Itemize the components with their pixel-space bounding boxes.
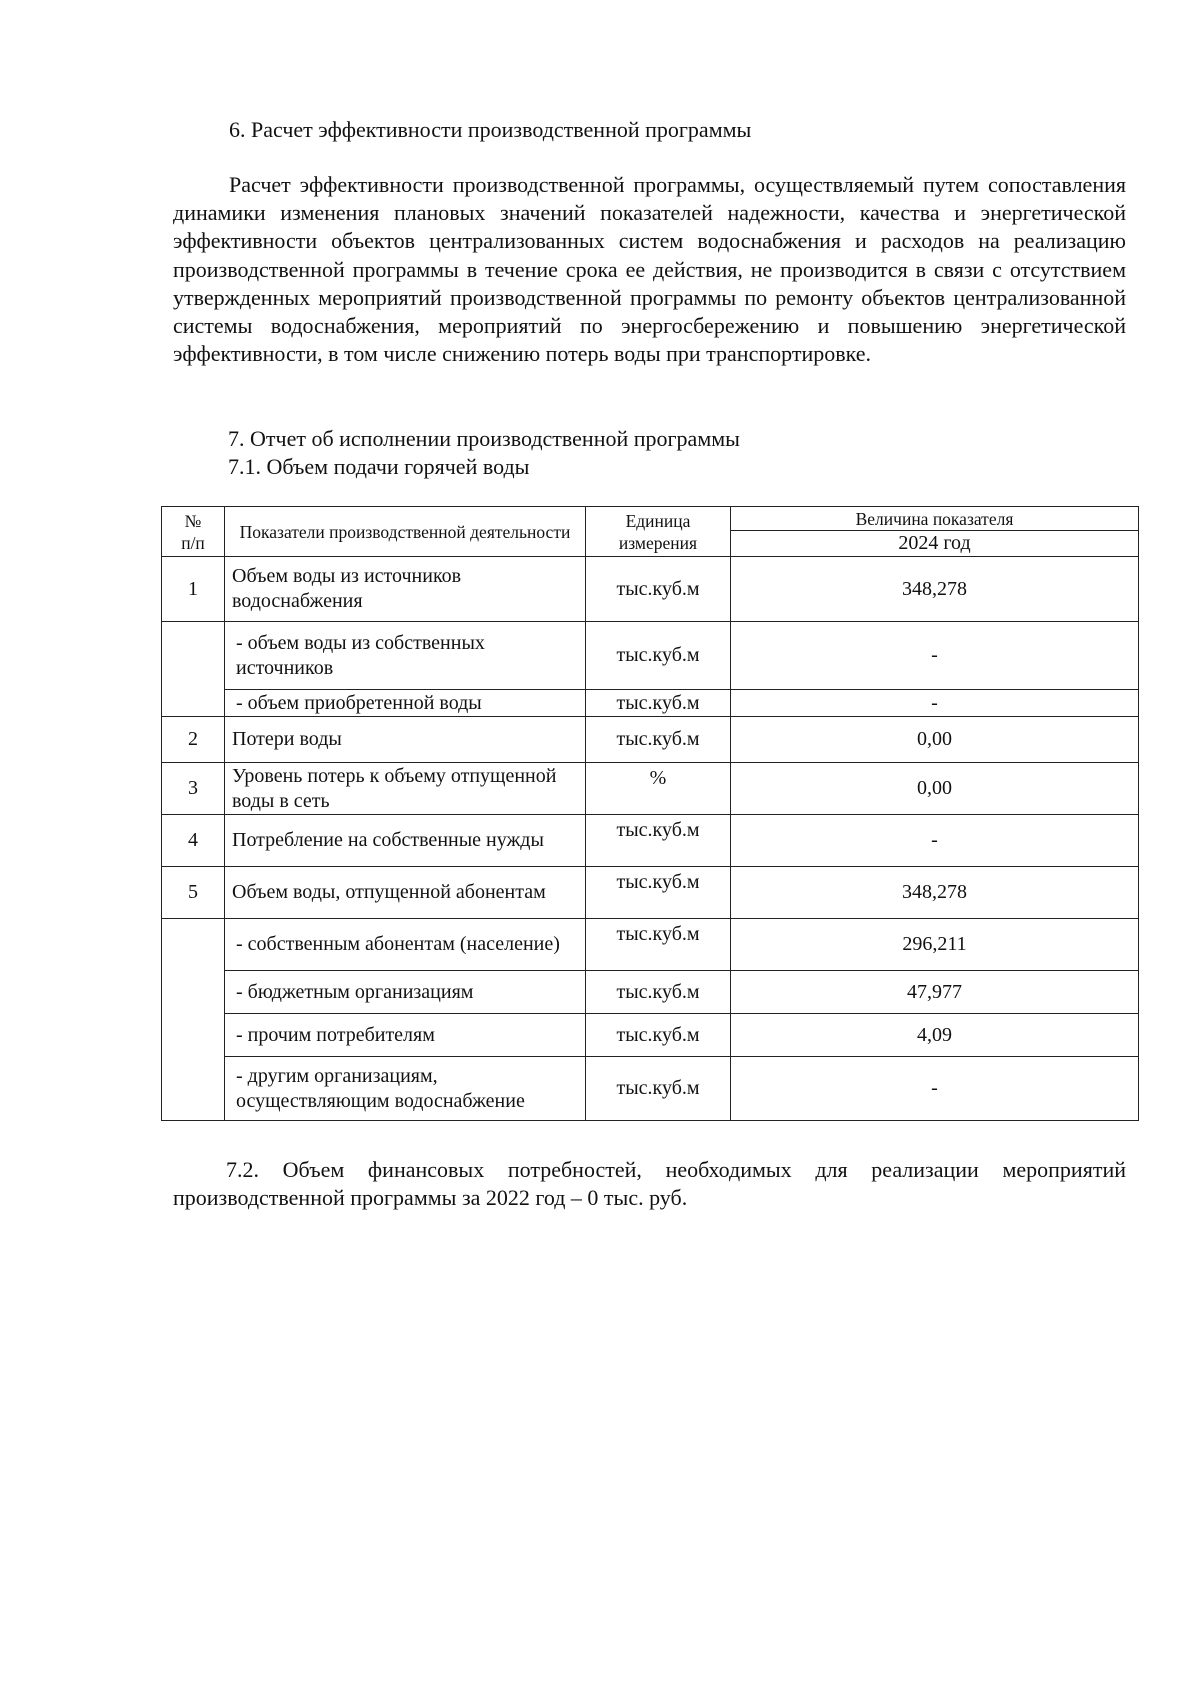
row-unit: % (586, 763, 731, 815)
row-unit: тыс.куб.м (586, 690, 731, 717)
section-7-2-paragraph: 7.2. Объем финансовых потребностей, необходимых для реализации мероприятий производственной программы за 2022 год – 0 тыс. руб. (173, 1157, 1126, 1211)
row-name: - объем воды из собственных источников (225, 622, 586, 690)
table-row (162, 867, 1139, 919)
row-name: Объем воды из источников водоснабжения (225, 557, 586, 622)
section-6-paragraph: Расчет эффективности производственной программы, осуществляемый путем сопоставления динамики изменения плановых значений показателей надежности, качества и энергетической эффективности объектов централизованных систем водоснабжения и расходов на реализацию производственной программы в течение срока ее действия, не производится в связи с отсутствием утвержденных мероприятий производственной программы по ремонту объектов централизованной системы водоснабжения, мероприятий по энергосбережению и повышению энергетической эффективности, в том числе снижению потерь воды при транспортировке. (173, 172, 1126, 367)
row-num: 1 (162, 557, 225, 622)
row-unit: тыс.куб.м (586, 1057, 731, 1121)
row-value: 4,09 (731, 1014, 1139, 1057)
row-value: 0,00 (731, 717, 1139, 763)
header-indicator: Показатели производственной деятельности (225, 507, 586, 557)
table-row (162, 557, 1139, 622)
row-num: 5 (162, 867, 225, 919)
section-7-1-subtitle: 7.1. Объем подачи горячей воды (228, 454, 530, 479)
header-year: 2024 год (731, 531, 1139, 557)
table-row (162, 815, 1139, 867)
row-value: 0,00 (731, 763, 1139, 815)
row-name: - прочим потребителям (225, 1014, 586, 1057)
row-num (162, 622, 225, 717)
row-name: - объем приобретенной воды (225, 690, 586, 717)
row-unit: тыс.куб.м (586, 971, 731, 1014)
row-unit: тыс.куб.м (586, 867, 731, 919)
row-value: - (731, 690, 1139, 717)
table-row (162, 1014, 1139, 1057)
row-name: - другим организациям, осуществляющим водоснабжение (225, 1057, 586, 1121)
table-row (162, 919, 1139, 971)
hot-water-supply-table (161, 506, 1139, 1121)
row-value: - (731, 622, 1139, 690)
row-value: 348,278 (731, 557, 1139, 622)
row-value: 348,278 (731, 867, 1139, 919)
row-num: 2 (162, 717, 225, 763)
header-num: № п/п (162, 507, 225, 557)
table-row (162, 1057, 1139, 1121)
row-unit: тыс.куб.м (586, 622, 731, 690)
section-7-title: 7. Отчет об исполнении производственной программы (228, 426, 740, 451)
row-name: Уровень потерь к объему отпущенной воды в сеть (225, 763, 586, 815)
row-value: - (731, 1057, 1139, 1121)
row-value: - (731, 815, 1139, 867)
table-row (162, 763, 1139, 815)
header-unit: Единица измерения (586, 507, 731, 557)
row-unit: тыс.куб.м (586, 717, 731, 763)
row-unit: тыс.куб.м (586, 557, 731, 622)
table-row (162, 717, 1139, 763)
table-row (162, 622, 1139, 690)
row-num: 4 (162, 815, 225, 867)
row-name: Потери воды (225, 717, 586, 763)
row-name: - бюджетным организациям (225, 971, 586, 1014)
row-unit: тыс.куб.м (586, 1014, 731, 1057)
row-unit: тыс.куб.м (586, 815, 731, 867)
row-name: - собственным абонентам (население) (225, 919, 586, 971)
row-value: 296,211 (731, 919, 1139, 971)
row-name: Потребление на собственные нужды (225, 815, 586, 867)
row-value: 47,977 (731, 971, 1139, 1014)
header-value-group: Величина показателя (731, 507, 1139, 531)
row-num: 3 (162, 763, 225, 815)
table-row (162, 971, 1139, 1014)
row-unit: тыс.куб.м (586, 919, 731, 971)
section-6-title: 6. Расчет эффективности производственной программы (229, 117, 752, 142)
row-name: Объем воды, отпущенной абонентам (225, 867, 586, 919)
table-row (162, 690, 1139, 717)
row-num (162, 919, 225, 1121)
